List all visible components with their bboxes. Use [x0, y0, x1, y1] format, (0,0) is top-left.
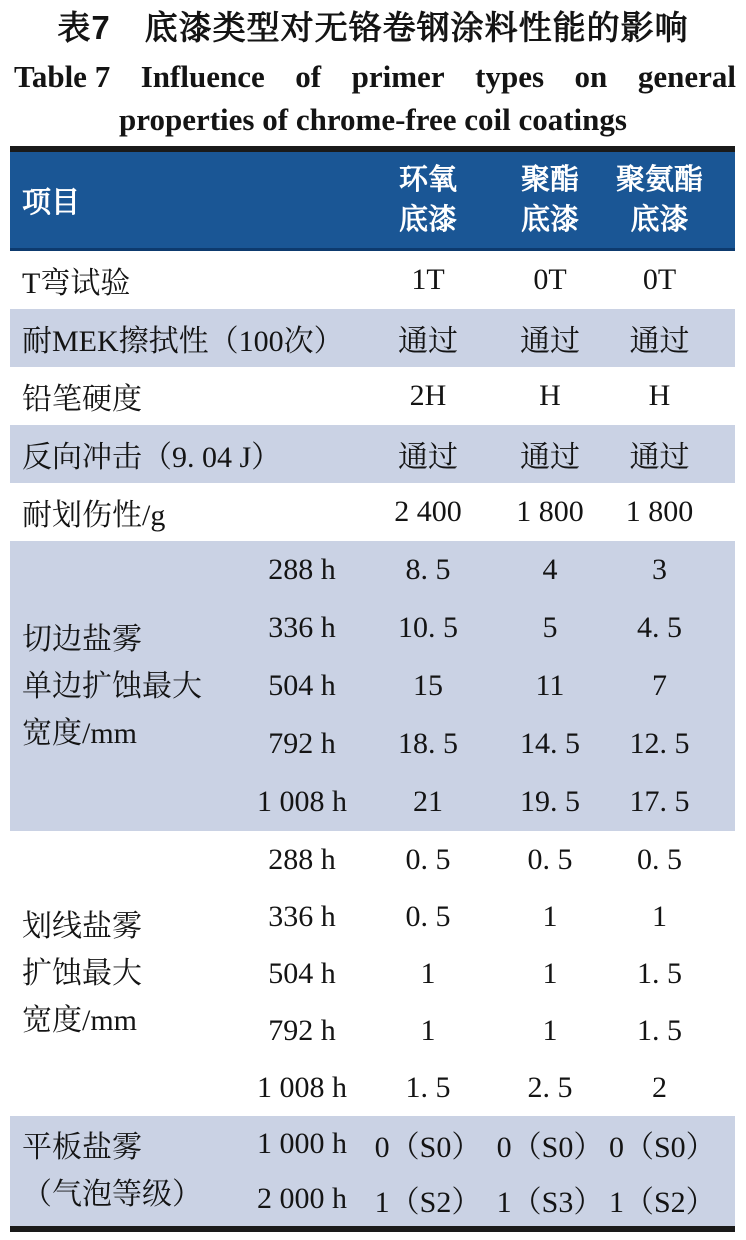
table-row [10, 367, 735, 425]
row-value: H [539, 379, 561, 412]
group-label-line: （气泡等级） [22, 1178, 202, 1211]
table-group-section [10, 541, 735, 831]
row-value: 4. 5 [637, 611, 682, 644]
time-value: 1 000 h [257, 1126, 347, 1160]
row-value: 15 [413, 669, 443, 702]
table-body [10, 251, 735, 1226]
caption-english-line2: properties of chrome-free coil coatings [119, 102, 627, 137]
row-value: 2H [409, 379, 447, 412]
row-value: 17. 5 [629, 785, 690, 818]
row-value: 1. 5 [405, 1070, 451, 1104]
row-value: 0T [533, 263, 567, 296]
header-primer-line1: 环氧 [398, 164, 457, 196]
row-value: 7 [652, 669, 667, 702]
row-value: 2 [652, 1070, 667, 1104]
row-value: 8. 5 [405, 553, 451, 586]
header-primer-column [609, 160, 710, 240]
caption-word: types [475, 59, 545, 94]
row-label: 耐划伤性/g [22, 499, 166, 532]
header-primer-line1: 聚氨酯 [615, 164, 703, 196]
caption-chinese: 表7 底漆类型对无铬卷钢涂料性能的影响 [57, 9, 689, 46]
row-value: 14. 5 [520, 727, 580, 760]
row-value: 0（S0） [374, 1130, 482, 1164]
caption-word: of [295, 59, 322, 94]
header-primer-line2: 底漆 [398, 204, 457, 236]
row-value: 3 [652, 553, 667, 586]
header-primer-line2: 底漆 [520, 204, 579, 236]
row-value: 0. 5 [637, 842, 682, 876]
group-label [10, 903, 239, 1044]
header-primer-line1: 聚酯 [520, 164, 579, 196]
table-group-section [10, 831, 735, 1116]
time-value: 504 h [268, 669, 336, 702]
row-value: 21 [413, 785, 443, 818]
row-value: 1（S3） [496, 1185, 604, 1219]
row-value: 1 [652, 899, 667, 933]
caption-word: Influence [140, 59, 265, 94]
group-label-line: 宽度/mm [22, 716, 138, 750]
row-value: 通过 [520, 441, 580, 474]
table-row [10, 309, 735, 367]
row-value: 1 800 [516, 495, 584, 528]
row-value: 1. 5 [637, 1013, 682, 1047]
row-value: 19. 5 [520, 785, 580, 818]
data-table [10, 146, 735, 1232]
header-primer-column [491, 160, 609, 240]
time-value: 1 008 h [257, 785, 347, 818]
table-row [10, 483, 735, 541]
row-value: 1 [542, 956, 558, 990]
group-label [10, 1124, 239, 1218]
row-value: 1 [542, 899, 558, 933]
group-label [10, 616, 239, 757]
caption-word: general [637, 59, 736, 94]
row-value: 4 [542, 553, 558, 586]
time-value: 288 h [268, 842, 336, 876]
row-value: 0（S0） [609, 1130, 716, 1164]
row-value: 1 [542, 1013, 558, 1047]
caption-word: primer [351, 59, 445, 94]
group-label-line: 单边扩蚀最大 [22, 669, 202, 703]
time-value: 1 008 h [257, 1070, 347, 1104]
group-label-line: 切边盐雾 [22, 622, 142, 656]
time-value: 336 h [268, 611, 336, 644]
row-value: 0. 5 [527, 842, 573, 876]
row-value: 通过 [398, 325, 458, 358]
caption-word: on [574, 59, 608, 94]
row-value: 通过 [629, 325, 690, 358]
row-value: 通过 [398, 441, 458, 474]
row-label: T弯试验 [22, 267, 131, 300]
group-label-line: 宽度/mm [22, 1004, 138, 1037]
time-value: 336 h [268, 899, 336, 933]
header-primer-line2: 底漆 [630, 204, 689, 236]
caption-english-line1 [0, 50, 746, 98]
group-label-line: 划线盐雾 [22, 910, 142, 943]
row-value: 5 [542, 611, 558, 644]
row-value: 1. 5 [637, 956, 682, 990]
table-row [10, 425, 735, 483]
group-label-line: 扩蚀最大 [22, 957, 142, 990]
row-value: 11 [535, 669, 565, 702]
row-value: H [648, 379, 671, 412]
group-label-line: 平板盐雾 [22, 1131, 142, 1164]
time-value: 288 h [268, 553, 336, 586]
row-value: 18. 5 [398, 727, 458, 760]
row-value: 2. 5 [527, 1070, 573, 1104]
row-label: 反向冲击（9. 04 J） [22, 441, 282, 474]
table-row [10, 251, 735, 309]
header-item-label: 项目 [22, 186, 81, 219]
caption-word: Table 7 [14, 59, 111, 94]
row-value: 通过 [520, 325, 580, 358]
time-value: 504 h [268, 956, 336, 990]
row-value: 2 400 [394, 495, 462, 528]
row-value: 10. 5 [398, 611, 458, 644]
header-primer-column [365, 160, 491, 240]
row-value: 1 [420, 1013, 436, 1047]
row-value: 1 [420, 956, 436, 990]
row-value: 0T [642, 263, 677, 296]
row-value: 12. 5 [629, 727, 690, 760]
row-value: 0. 5 [405, 842, 451, 876]
time-value: 2 000 h [257, 1181, 347, 1215]
table-header-row [10, 152, 735, 251]
row-value: 1（S2） [609, 1185, 716, 1219]
row-value: 1T [411, 263, 445, 296]
table-group-section [10, 1116, 735, 1226]
table-caption [0, 0, 746, 142]
row-value: 通过 [629, 441, 690, 474]
row-value: 1 800 [625, 495, 694, 528]
table-bottom-rule [10, 1226, 735, 1232]
time-value: 792 h [268, 727, 336, 760]
time-value: 792 h [268, 1013, 336, 1047]
row-label: 铅笔硬度 [22, 383, 142, 416]
row-value: 0. 5 [405, 899, 451, 933]
row-value: 1（S2） [374, 1185, 482, 1219]
row-label: 耐MEK擦拭性（100次） [22, 325, 344, 358]
row-value: 0（S0） [496, 1130, 604, 1164]
